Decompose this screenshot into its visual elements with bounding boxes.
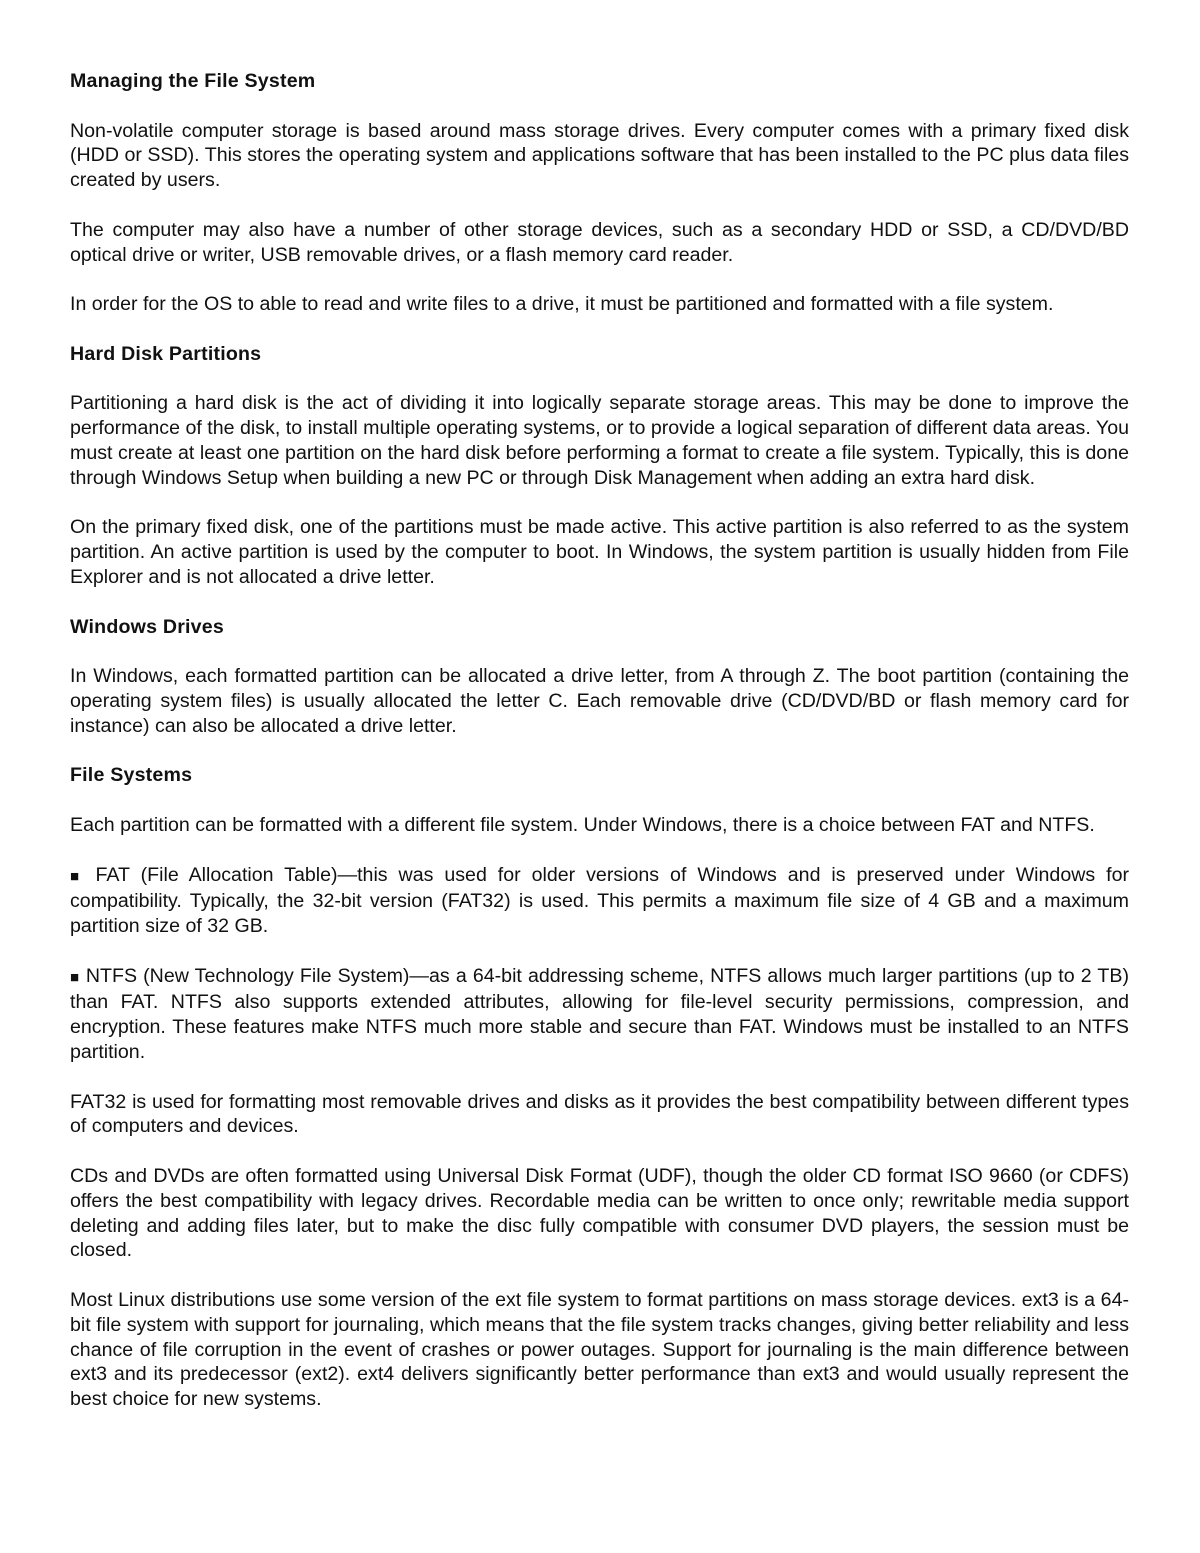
paragraph-file-system-choice: Each partition can be formatted with a different file system. Under Windows, there is a choice between FAT and NTFS. bbox=[70, 813, 1095, 836]
bullet-fat bbox=[70, 863, 1129, 939]
heading-file-systems: File Systems bbox=[70, 764, 193, 787]
bullet-ntfs-text: NTFS (New Technology File System)—as a 64-bit addressing scheme, NTFS allows much larger partitions (up to 2 TB) than FAT. NTFS also supports extended attributes, allowing for file-level security permissions, compression, and encryption. These features make NTFS much more stable and secure than FAT. Windows must be installed to an NTFS partition. bbox=[70, 964, 1129, 1064]
heading-managing-file-system: Managing the File System bbox=[70, 70, 316, 92]
paragraph-udf: CDs and DVDs are often formatted using Universal Disk Format (UDF), though the older CD format ISO 9660 (or CDFS) offers the best compatibility with legacy drives. Recordable media can be written to once only; rewritable media support deleting and adding files later, but to make the disc fully compatible with consumer DVD players, the session must be closed. bbox=[70, 1165, 1129, 1262]
heading-windows-drives: Windows Drives bbox=[70, 615, 224, 638]
paragraph-active-partition: On the primary fixed disk, one of the partitions must be made active. This active partition is also referred to as the system partition. An active partition is used by the computer to boot. In Windows, the system partition is usually hidden from File Explorer and is not allocated a drive letter. bbox=[70, 516, 1129, 588]
paragraph-drive-letters: In Windows, each formatted partition can be allocated a drive letter, from A through Z. The boot partition (containing the operating system files) is usually allocated the letter C. Each removable drive (CD/DVD/BD or flash memory card for instance) can also be allocated a drive letter. bbox=[70, 665, 1129, 737]
document-page bbox=[70, 69, 1129, 1412]
heading-hard-disk-partitions: Hard Disk Partitions bbox=[70, 342, 262, 365]
bullet-fat-text: FAT (File Allocation Table)—this was used for older versions of Windows and is preserved under Windows for compatibility. Typically, the 32-bit version (FAT32) is used. This permits a maximum file size of 4 GB and a maximum partition size of 32 GB. bbox=[70, 863, 1129, 938]
bullet-square-icon: ■ bbox=[70, 867, 85, 885]
paragraph-storage-intro: Non-volatile computer storage is based around mass storage drives. Every computer comes with a primary fixed disk (HDD or SSD). This stores the operating system and applications software that has been installed to the PC plus data files created by users. bbox=[70, 119, 1129, 192]
paragraph-linux-ext: Most Linux distributions use some version of the ext file system to format partitions on mass storage devices. ext3 is a 64-bit file system with support for journaling, which means that the file system tracks changes, giving better reliability and less chance of file corruption in the event of crashes or power outages. Support for journaling is the main difference between ext3 and its predecessor (ext2). ext4 delivers significantly better performance than ext3 and would usually represent the best choice for new systems. bbox=[70, 1289, 1129, 1411]
paragraph-other-devices: The computer may also have a number of other storage devices, such as a secondary HDD or SSD, a CD/DVD/BD optical drive or writer, USB removable drives, or a flash memory card reader. bbox=[70, 218, 1129, 266]
bullet-ntfs bbox=[70, 964, 1129, 1065]
paragraph-fat32-removable: FAT32 is used for formatting most removable drives and disks as it provides the best compatibility between different types of computers and devices. bbox=[70, 1090, 1129, 1138]
paragraph-partition-requirement: In order for the OS to able to read and write files to a drive, it must be partitioned and formatted with a file system. bbox=[70, 293, 1054, 316]
paragraph-partitioning: Partitioning a hard disk is the act of dividing it into logically separate storage areas. This may be done to improve the performance of the disk, to install multiple operating systems, or to provide a logical separation of different data areas. You must create at least one partition on the hard disk before performing a format to create a file system. Typically, this is done through Windows Setup when building a new PC or through Disk Management when adding an extra hard disk. bbox=[70, 392, 1129, 489]
bullet-square-icon: ■ bbox=[70, 968, 80, 986]
